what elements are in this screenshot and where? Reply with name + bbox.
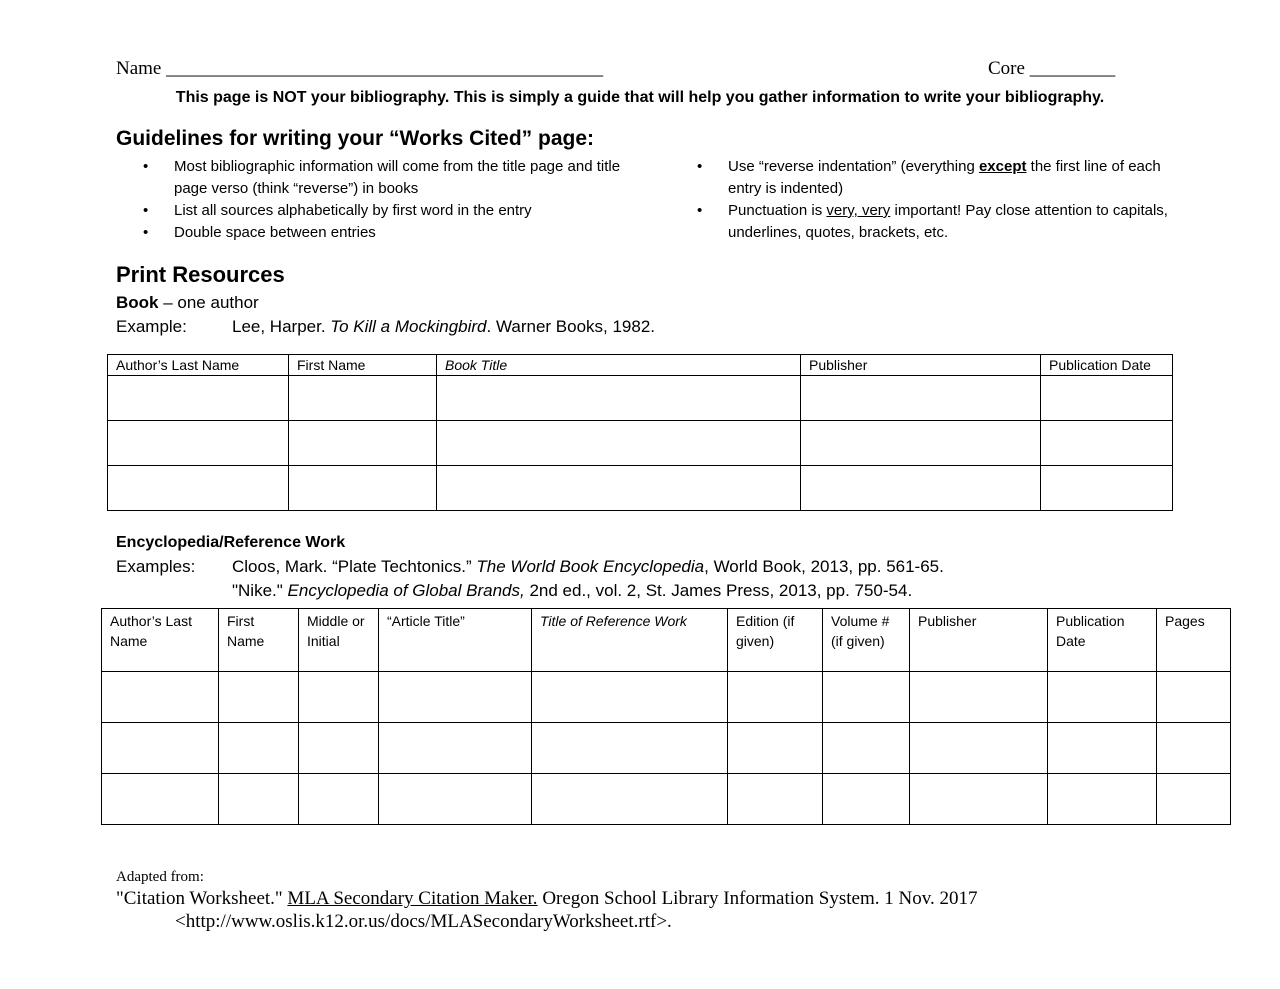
table-cell[interactable] [299, 672, 379, 723]
column-header: Publication Date [1041, 355, 1173, 376]
guideline-item: • Use “reverse indentation” (everything except the first line of each entry is indented) [697, 158, 1161, 197]
table-cell[interactable] [108, 421, 289, 466]
print-resources-title: Print Resources [116, 262, 285, 287]
table-cell[interactable] [102, 723, 219, 774]
table-cell[interactable] [1041, 466, 1173, 511]
encyclopedia-table [101, 608, 1231, 825]
name-label: Name [116, 58, 162, 79]
table-cell[interactable] [1041, 376, 1173, 421]
table-cell[interactable] [1041, 421, 1173, 466]
table-cell[interactable] [1048, 774, 1157, 825]
bullet-icon: • [143, 158, 149, 175]
table-cell[interactable] [728, 672, 823, 723]
examples-label: Examples: [116, 557, 196, 576]
table-cell[interactable] [1048, 723, 1157, 774]
column-header: Title of Reference Work [532, 609, 728, 672]
table-header-row [108, 355, 1173, 376]
book-example: Example: Lee, Harper. To Kill a Mockingbird. Warner Books, 1982. [116, 317, 656, 336]
book-type-label: Book – one author [116, 293, 259, 312]
table-cell[interactable] [1157, 672, 1231, 723]
column-header: “Article Title” [379, 609, 532, 672]
column-header: Middle or Initial [299, 609, 379, 672]
column-header: First Name [219, 609, 299, 672]
table-cell[interactable] [289, 466, 437, 511]
table-cell[interactable] [437, 466, 801, 511]
column-header: Author’s Last Name [108, 355, 289, 376]
guideline-item: • List all sources alphabetically by first word in the entry [116, 200, 636, 222]
name-field [116, 58, 603, 80]
core-label: Core [988, 58, 1025, 79]
table-header-row [102, 609, 1231, 672]
guideline-item: • Most bibliographic information will come from the title page and title page verso (think “reverse”) in books [143, 158, 621, 197]
table-cell[interactable] [437, 421, 801, 466]
column-header: First Name [289, 355, 437, 376]
table-cell[interactable] [102, 774, 219, 825]
table-cell[interactable] [379, 723, 532, 774]
column-header: Pages [1157, 609, 1231, 672]
table-cell[interactable] [102, 672, 219, 723]
table-cell[interactable] [532, 774, 728, 825]
table-cell[interactable] [219, 723, 299, 774]
table-cell[interactable] [1157, 723, 1231, 774]
table-cell[interactable] [823, 774, 910, 825]
table-cell[interactable] [379, 672, 532, 723]
column-header: Publisher [910, 609, 1048, 672]
column-header: Volume # (if given) [823, 609, 910, 672]
table-cell[interactable] [289, 376, 437, 421]
table-row [108, 421, 1173, 466]
bullet-icon: • [697, 202, 703, 219]
table-row [108, 376, 1173, 421]
guideline-item: • Punctuation is very, very important! Pay close attention to capitals, underlines, quotes, brackets, etc. [697, 202, 1168, 241]
encyclopedia-example-2: "Nike." Encyclopedia of Global Brands, 2nd ed., vol. 2, St. James Press, 2013, pp. 750-54. [232, 581, 913, 600]
table-cell[interactable] [379, 774, 532, 825]
table-cell[interactable] [219, 672, 299, 723]
table-cell[interactable] [728, 723, 823, 774]
guidelines-right-list [670, 156, 1170, 244]
table-cell[interactable] [299, 774, 379, 825]
table-row [102, 774, 1231, 825]
table-row [108, 466, 1173, 511]
table-cell[interactable] [532, 672, 728, 723]
bullet-icon: • [143, 224, 149, 241]
guideline-item: • Double space between entries [116, 222, 636, 244]
column-header: Book Title [437, 355, 801, 376]
notice-text: This page is NOT your bibliography. This is simply a guide that will help you gather information to write your bibliography. [175, 89, 1105, 106]
citation-link[interactable]: MLA Secondary Citation Maker. [287, 888, 538, 909]
table-cell[interactable] [823, 723, 910, 774]
table-row [102, 672, 1231, 723]
table-cell[interactable] [801, 421, 1041, 466]
guidelines-title: Guidelines for writing your “Works Cited” page: [116, 127, 594, 150]
column-header: Publication Date [1048, 609, 1157, 672]
table-row [102, 723, 1231, 774]
column-header: Edition (if given) [728, 609, 823, 672]
column-header: Author’s Last Name [102, 609, 219, 672]
citation-url: <http://www.oslis.k12.or.us/docs/MLASecondaryWorksheet.rtf>. [175, 911, 672, 932]
encyclopedia-type-label: Encyclopedia/Reference Work [116, 534, 346, 551]
name-blank: ______________________________________________ [166, 58, 604, 79]
encyclopedia-example-1: Examples: Cloos, Mark. “Plate Techtonics.” The World Book Encyclopedia, World Book, 2013, pp. 561-65. [116, 557, 944, 576]
table-cell[interactable] [108, 466, 289, 511]
table-cell[interactable] [1157, 774, 1231, 825]
table-cell[interactable] [437, 376, 801, 421]
table-cell[interactable] [108, 376, 289, 421]
source-citation: "Citation Worksheet." MLA Secondary Citation Maker. Oregon School Library Information System. 1 Nov. 2017 <http://www.oslis.k12.or.us/docs/MLASecondaryWorksheet.rtf>. [116, 888, 978, 932]
bullet-icon: • [697, 158, 703, 175]
emphasis-very: very, very [826, 202, 891, 219]
table-cell[interactable] [1048, 672, 1157, 723]
guidelines-left-list [116, 156, 636, 244]
table-cell[interactable] [219, 774, 299, 825]
table-cell[interactable] [910, 672, 1048, 723]
book-table [107, 354, 1173, 511]
table-cell[interactable] [289, 421, 437, 466]
adapted-from-label: Adapted from: [116, 869, 204, 885]
table-cell[interactable] [801, 376, 1041, 421]
table-cell[interactable] [910, 723, 1048, 774]
column-header: Publisher [801, 355, 1041, 376]
bullet-icon: • [143, 202, 149, 219]
example-label: Example: [116, 317, 187, 336]
table-cell[interactable] [910, 774, 1048, 825]
core-blank: _________ [1029, 58, 1116, 79]
table-cell[interactable] [801, 466, 1041, 511]
table-cell[interactable] [728, 774, 823, 825]
core-field [988, 58, 1115, 80]
emphasis-except: except [978, 158, 1027, 175]
table-cell[interactable] [532, 723, 728, 774]
table-cell[interactable] [299, 723, 379, 774]
table-cell[interactable] [823, 672, 910, 723]
